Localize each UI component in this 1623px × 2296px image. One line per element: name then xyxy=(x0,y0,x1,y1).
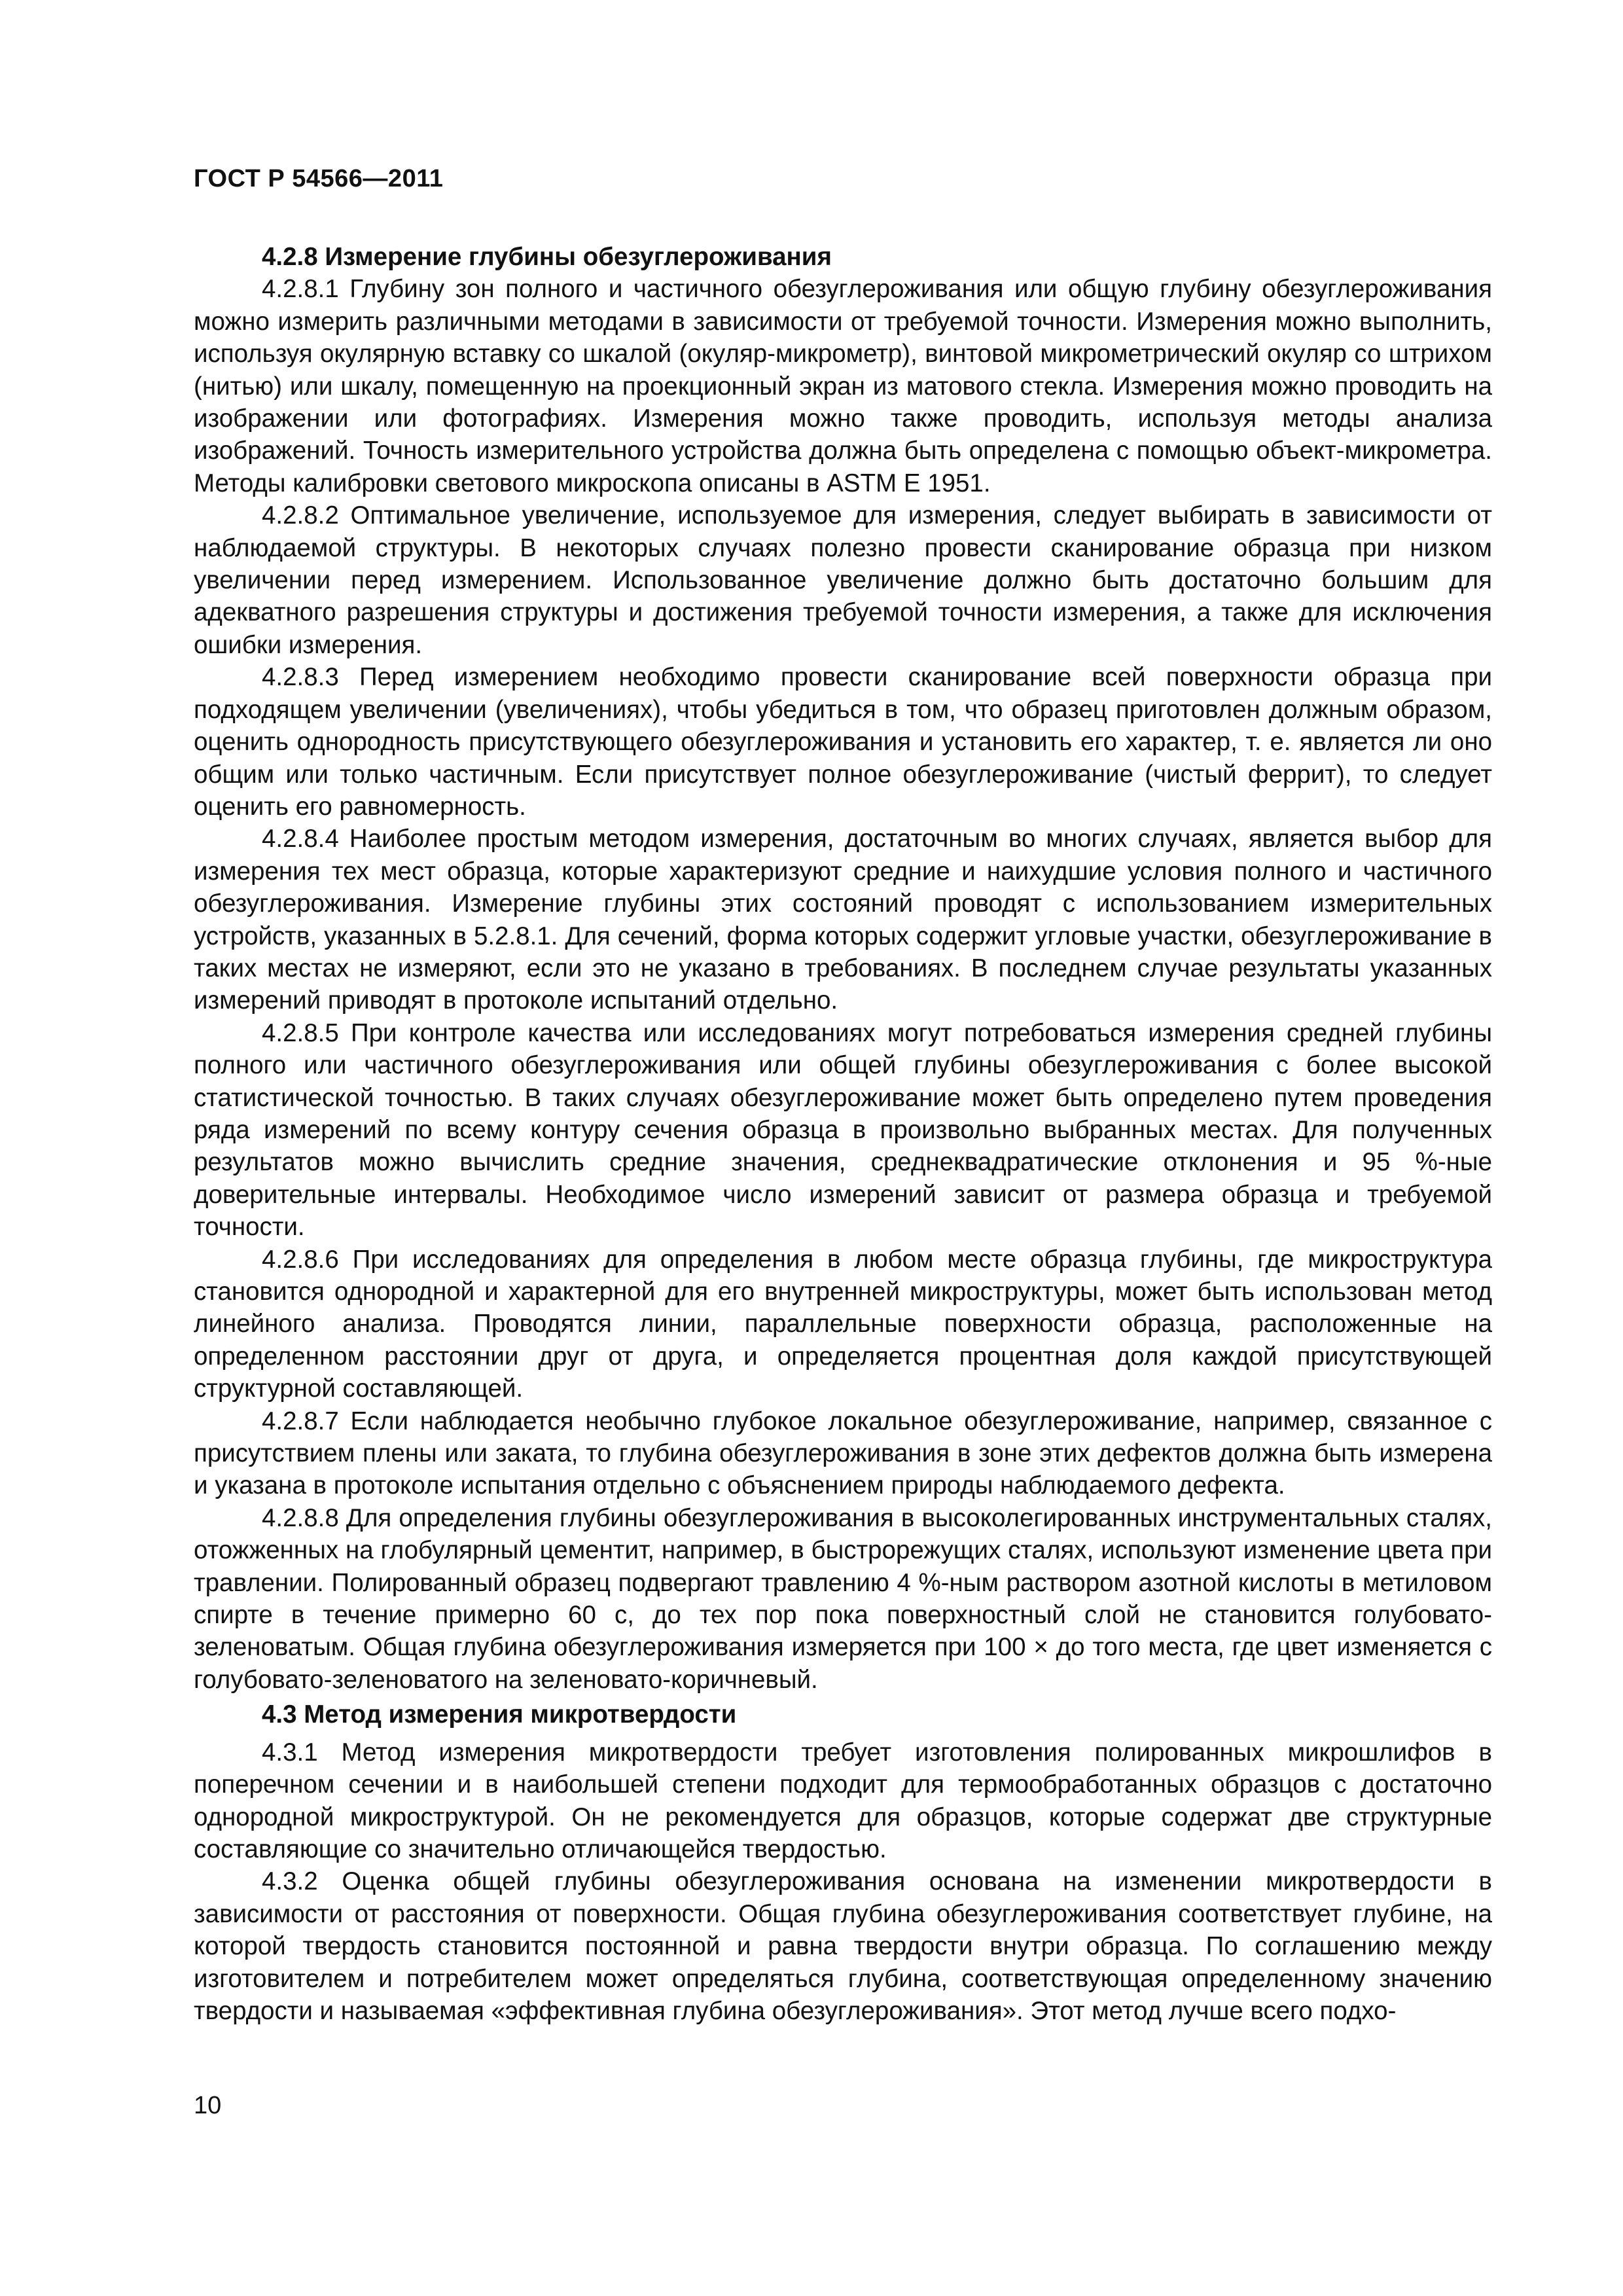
paragraph-4-2-8-3: 4.2.8.3 Перед измерением необходимо провести сканирование всей поверхности образца при подходящем увеличении (увеличениях), чтобы убедиться в том, что образец приготовлен должным образом, оценить однородность присутствующего обезуглероживания и установить его характер, т. е. является ли оно общим или только частичным. Если присутствует полное обезуглероживание (чистый феррит), то следует оценить его равномерность. xyxy=(194,663,1492,821)
paragraph-4-2-8-2: 4.2.8.2 Оптимальное увеличение, используемое для измерения, следует выбирать в зависимости от наблюдаемой структуры. В некоторых случаях полезно провести сканирование образца при низком увеличении перед измерением. Использованное увеличение должно быть достаточно большим для адекватного разрешения структуры и достижения требуемой точности измерения, а также для исключения ошибки измерения. xyxy=(194,501,1492,659)
paragraph-4-3-1: 4.3.1 Метод измерения микротвердости требует изготовления полированных микрошлифов в поперечном сечении и в наибольшей степени подходит для термообработанных образцов с достаточно однородной микроструктурой. Он не рекомендуется для образцов, которые содержат две структурные составляющие со значительно отличающейся твердостью. xyxy=(194,1738,1492,1863)
paragraph-4-2-8-4: 4.2.8.4 Наиболее простым методом измерения, достаточным во многих случаях, является выбор для измерения тех мест образца, которые характеризуют средние и наихудшие условия полного и частичного обезуглероживания. Измерение глубины этих состояний проводят с использованием измерительных устройств, указанных в 5.2.8.1. Для сечений, форма которых содержит угловые участки, обезуглероживание в таких местах не измеряют, если это не указано в требованиях. В последнем случае результаты указанных измерений приводят в протоколе испытаний отдельно. xyxy=(194,825,1492,1015)
paragraph-4-2-8-8: 4.2.8.8 Для определения глубины обезуглероживания в высоколегированных инструментальных сталях, отожженных на глобулярный цементит, например, в быстрорежущих сталях, используют изменение цвета при травлении. Полированный образец подвергают травлению 4 %-ным раствором азотной кислоты в метиловом спирте в течение примерно 60 с, до тех пор пока поверхностный слой не становится голубовато-зеленоватым. Общая глубина обезуглероживания измеряется при 100 × до того места, где цвет изменяется с голубовато-зеленоватого на зеленовато-коричневый. xyxy=(194,1503,1492,1694)
paragraph-4-2-8-1: 4.2.8.1 Глубину зон полного и частичного обезуглероживания или общую глубину обезуглероживания можно измерить различными методами в зависимости от требуемой точности. Измерения можно выполнить, используя окулярную вставку со шкалой (окуляр-микрометр), винтовой микрометрический окуляр со штрихом (нитью) или шкалу, помещенную на проекционный экран из матового стекла. Измерения можно проводить на изображении или фотографиях. Измерения можно также проводить, используя методы анализа изображений. Точность измерительного устройства должна быть определена с помощью объект-микрометра. Методы калибровки светового микроскопа описаны в ASTM E 1951. xyxy=(194,275,1492,497)
document-code-header: ГОСТ Р 54566—2011 xyxy=(194,165,444,192)
document-body xyxy=(194,241,1492,2027)
paragraph-4-2-8-7: 4.2.8.7 Если наблюдается необычно глубокое локальное обезуглероживание, например, связанное с присутствием плены или заката, то глубина обезуглероживания в зоне этих дефектов должна быть измерена и указана в протоколе испытания отдельно с объяснением природы наблюдаемого дефекта. xyxy=(194,1407,1492,1500)
paragraph-4-2-8-5: 4.2.8.5 При контроле качества или исследованиях могут потребоваться измерения средней глубины полного или частичного обезуглероживания или общей глубины обезуглероживания с более высокой статистической точностью. В таких случаях обезуглероживание может быть определено путем проведения ряда измерений по всему контуру сечения образца в произвольно выбранных местах. Для полученных результатов можно вычислить средние значения, среднеквадратические отклонения и 95 %-ные доверительные интервалы. Необходимое число измерений зависит от размера образца и требуемой точности. xyxy=(194,1018,1492,1242)
section-heading-4-3: 4.3 Метод измерения микротвердости xyxy=(262,1700,737,1729)
paragraph-4-2-8-6: 4.2.8.6 При исследованиях для определения в любом месте образца глубины, где микроструктура становится однородной и характерной для его внутренней микроструктуры, может быть использован метод линейного анализа. Проводятся линии, параллельные поверхности образца, расположенные на определенном расстоянии друг от друга, и определяется процентная доля каждой присутствующей структурной составляющей. xyxy=(194,1245,1492,1403)
page-number: 10 xyxy=(194,2092,222,2119)
section-heading-4-2-8: 4.2.8 Измерение глубины обезуглероживания xyxy=(262,243,832,271)
paragraph-4-3-2: 4.3.2 Оценка общей глубины обезуглероживания основана на изменении микротвердости в зависимости от расстояния от поверхности. Общая глубина обезуглероживания соответствует глубине, на которой твердость становится постоянной и равна твердости внутри образца. По соглашению между изготовителем и потребителем может определяться глубина, соответствующая определенному значению твердости и называемая «эффективная глубина обезуглероживания». Этот метод лучше всего подхо- xyxy=(194,1867,1492,2025)
